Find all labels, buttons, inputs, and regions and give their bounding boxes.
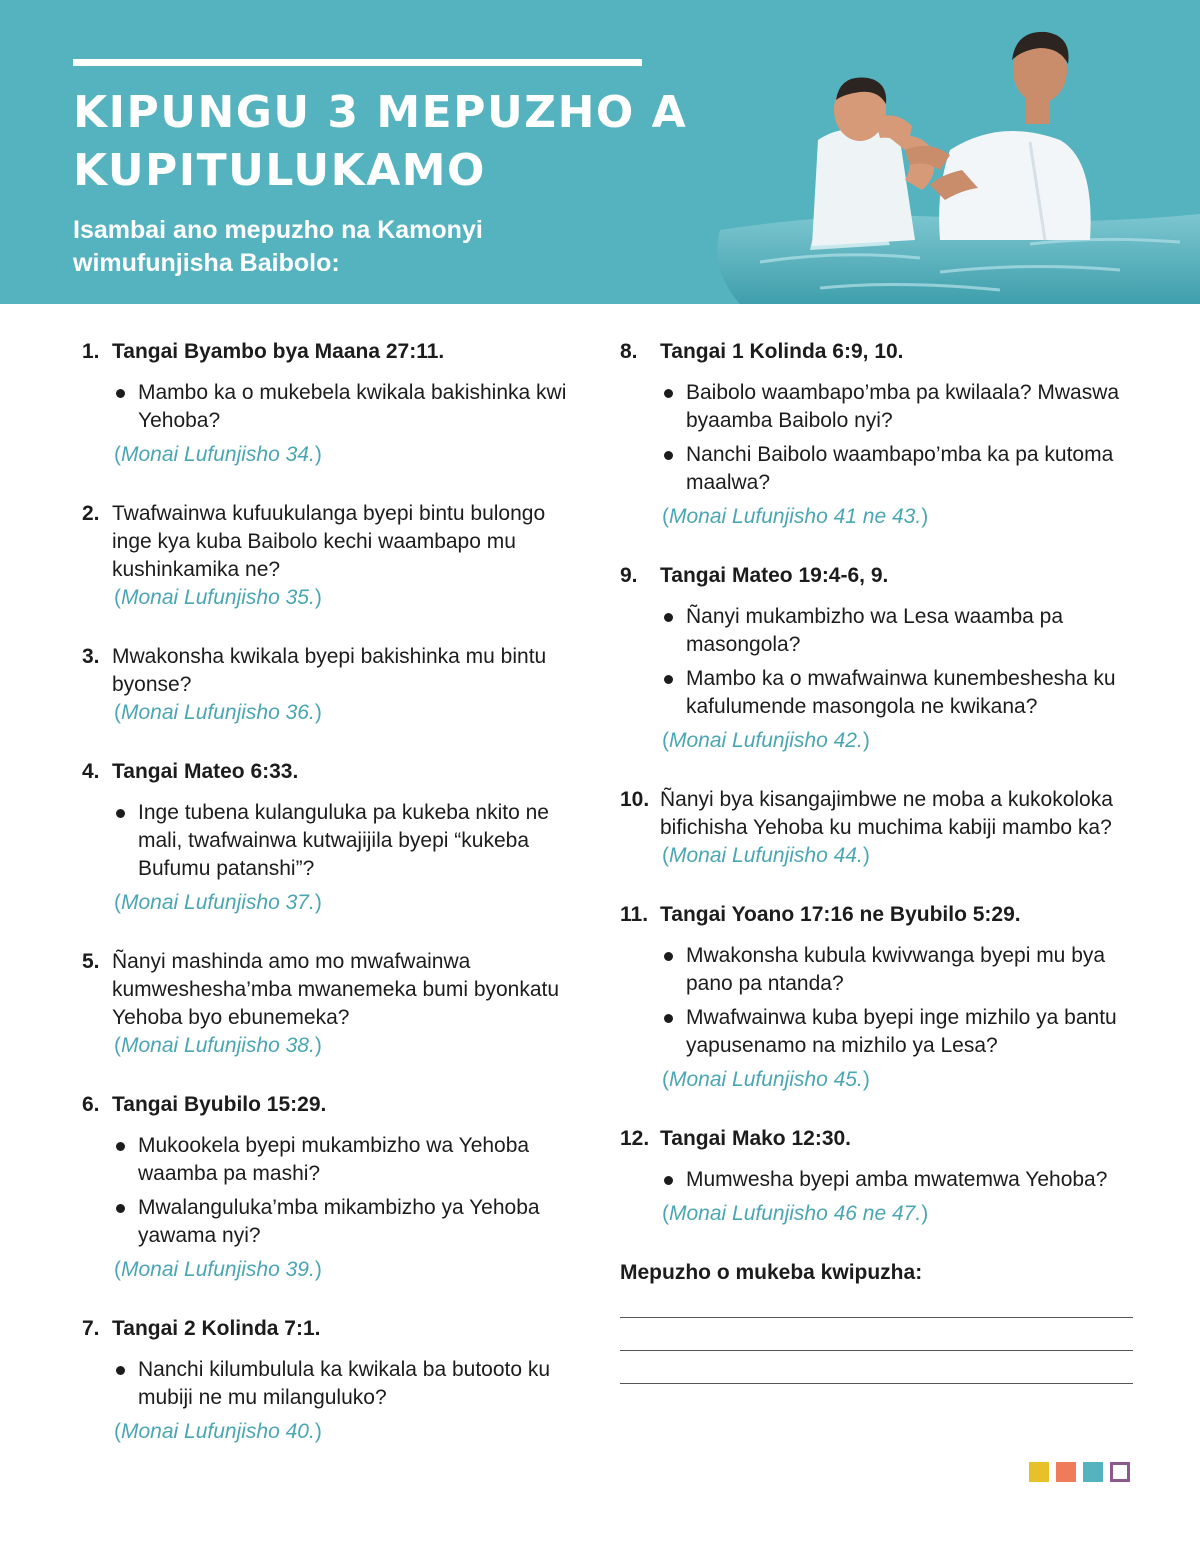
question-4 — [82, 758, 582, 917]
question-text: Ñanyi bya kisangajimbwe ne moba a kukokoloka bifichisha Yehoba ku muchima kabiji mambo ka? — [660, 788, 1113, 839]
bullet-item: Mambo ka o mukebela kwikala bakishinka kwi Yehoba? — [114, 379, 582, 435]
question-number: 7. — [82, 1317, 100, 1340]
notes-label: Mepuzho o mukeba kwipuzha: — [620, 1261, 923, 1284]
question-text: Tangai 2 Kolinda 7:1. — [112, 1317, 321, 1340]
lesson-reference: (Monai Lufunjisho 34.) — [114, 443, 322, 466]
question-6 — [82, 1091, 582, 1284]
question-number: 3. — [82, 645, 100, 668]
lesson-reference: (Monai Lufunjisho 39.) — [114, 1258, 322, 1281]
question-number: 2. — [82, 502, 100, 525]
bullet-item: Mukookela byepi mukambizho wa Yehoba waamba pa mashi? — [114, 1132, 582, 1188]
bullet-item: Mwafwainwa kuba byepi inge mizhilo ya bantu yapusenamo na mizhilo ya Lesa? — [662, 1004, 1135, 1060]
question-text: Mwakonsha kwikala byepi bakishinka mu bintu byonse? — [112, 645, 547, 696]
color-squares-decoration — [1029, 1462, 1130, 1482]
questions-column-right — [620, 338, 1135, 1384]
lesson-reference: (Monai Lufunjisho 45.) — [662, 1068, 870, 1091]
teal-square-icon — [1083, 1462, 1103, 1482]
question-text: Ñanyi mashinda amo mo mwafwainwa kumweshesha’mba mwanemeka bumi byonkatu Yehoba byo ebunemeka? — [112, 950, 560, 1029]
question-9 — [620, 562, 1135, 755]
lesson-reference: (Monai Lufunjisho 40.) — [114, 1420, 322, 1443]
header-banner — [0, 0, 1200, 304]
lesson-reference: (Monai Lufunjisho 46 ne 47.) — [662, 1202, 929, 1225]
lesson-reference: (Monai Lufunjisho 42.) — [662, 729, 870, 752]
question-number: 8. — [620, 340, 638, 363]
bullet-item: Baibolo waambapo’mba pa kwilaala? Mwaswa byaamba Baibolo nyi? — [662, 379, 1135, 435]
bullet-item: Nanchi kilumbulula ka kwikala ba butooto ku mubiji ne mu milanguluko? — [114, 1356, 582, 1412]
question-number: 11. — [620, 903, 649, 926]
question-number: 10. — [620, 788, 650, 811]
question-5 — [82, 948, 582, 1060]
question-number: 12. — [620, 1127, 650, 1150]
bullet-item: Mwalanguluka’mba mikambizho ya Yehoba yawama nyi? — [114, 1194, 582, 1250]
question-3 — [82, 643, 582, 727]
bullet-item: Nanchi Baibolo waambapo’mba ka pa kutoma maalwa? — [662, 441, 1135, 497]
bullet-item: Mambo ka o mwafwainwa kunembeshesha ku kafulumende masongola ne kwikana? — [662, 665, 1135, 721]
question-11 — [620, 901, 1135, 1094]
question-text: Tangai 1 Kolinda 6:9, 10. — [660, 340, 904, 363]
question-text: Twafwainwa kufuukulanga byepi bintu bulongo inge kya kuba Baibolo kechi waambapo mu kushinkamika ne? — [112, 502, 546, 581]
lesson-reference: (Monai Lufunjisho 44.) — [662, 844, 870, 867]
page-title: KIPUNGU 3 MEPUZHO A KUPITULUKAMO — [73, 87, 688, 196]
question-number: 5. — [82, 950, 100, 973]
lesson-reference: (Monai Lufunjisho 36.) — [114, 701, 322, 724]
orange-square-icon — [1056, 1462, 1076, 1482]
question-12 — [620, 1125, 1135, 1228]
question-text: Tangai Byambo bya Maana 27:11. — [112, 340, 445, 363]
lesson-reference: (Monai Lufunjisho 35.) — [114, 586, 322, 609]
question-text: Tangai Yoano 17:16 ne Byubilo 5:29. — [660, 903, 1021, 926]
lesson-reference: (Monai Lufunjisho 38.) — [114, 1034, 322, 1057]
note-line[interactable] — [620, 1350, 1133, 1351]
question-number: 4. — [82, 760, 100, 783]
question-10 — [620, 786, 1135, 870]
question-text: Tangai Mako 12:30. — [660, 1127, 852, 1150]
baptism-illustration — [700, 0, 1200, 304]
lesson-reference: (Monai Lufunjisho 41 ne 43.) — [662, 505, 929, 528]
purple-outline-square-icon — [1110, 1462, 1130, 1482]
questions-column-left — [82, 338, 582, 1477]
note-line[interactable] — [620, 1383, 1133, 1384]
question-number: 6. — [82, 1093, 100, 1116]
bullet-item: Mumwesha byepi amba mwatemwa Yehoba? — [662, 1166, 1135, 1194]
page-subtitle: Isambai ano mepuzho na Kamonyi wimufunjisha Baibolo: — [73, 216, 483, 277]
note-line[interactable] — [620, 1317, 1133, 1318]
header-rule — [73, 59, 642, 66]
question-2 — [82, 500, 582, 612]
question-text: Tangai Byubilo 15:29. — [112, 1093, 327, 1116]
bullet-item: Ñanyi mukambizho wa Lesa waamba pa masongola? — [662, 603, 1135, 659]
bullet-item: Inge tubena kulanguluka pa kukeba nkito ne mali, twafwainwa kutwajijila byepi “kukeba Bufumu patanshi”? — [114, 799, 582, 883]
question-1 — [82, 338, 582, 469]
lesson-reference: (Monai Lufunjisho 37.) — [114, 891, 322, 914]
yellow-square-icon — [1029, 1462, 1049, 1482]
question-number: 9. — [620, 564, 638, 587]
question-text: Tangai Mateo 19:4-6, 9. — [660, 564, 889, 587]
question-8 — [620, 338, 1135, 531]
bullet-item: Mwakonsha kubula kwivwanga byepi mu bya pano pa ntanda? — [662, 942, 1135, 998]
question-number: 1. — [82, 340, 100, 363]
question-text: Tangai Mateo 6:33. — [112, 760, 299, 783]
question-7 — [82, 1315, 582, 1446]
